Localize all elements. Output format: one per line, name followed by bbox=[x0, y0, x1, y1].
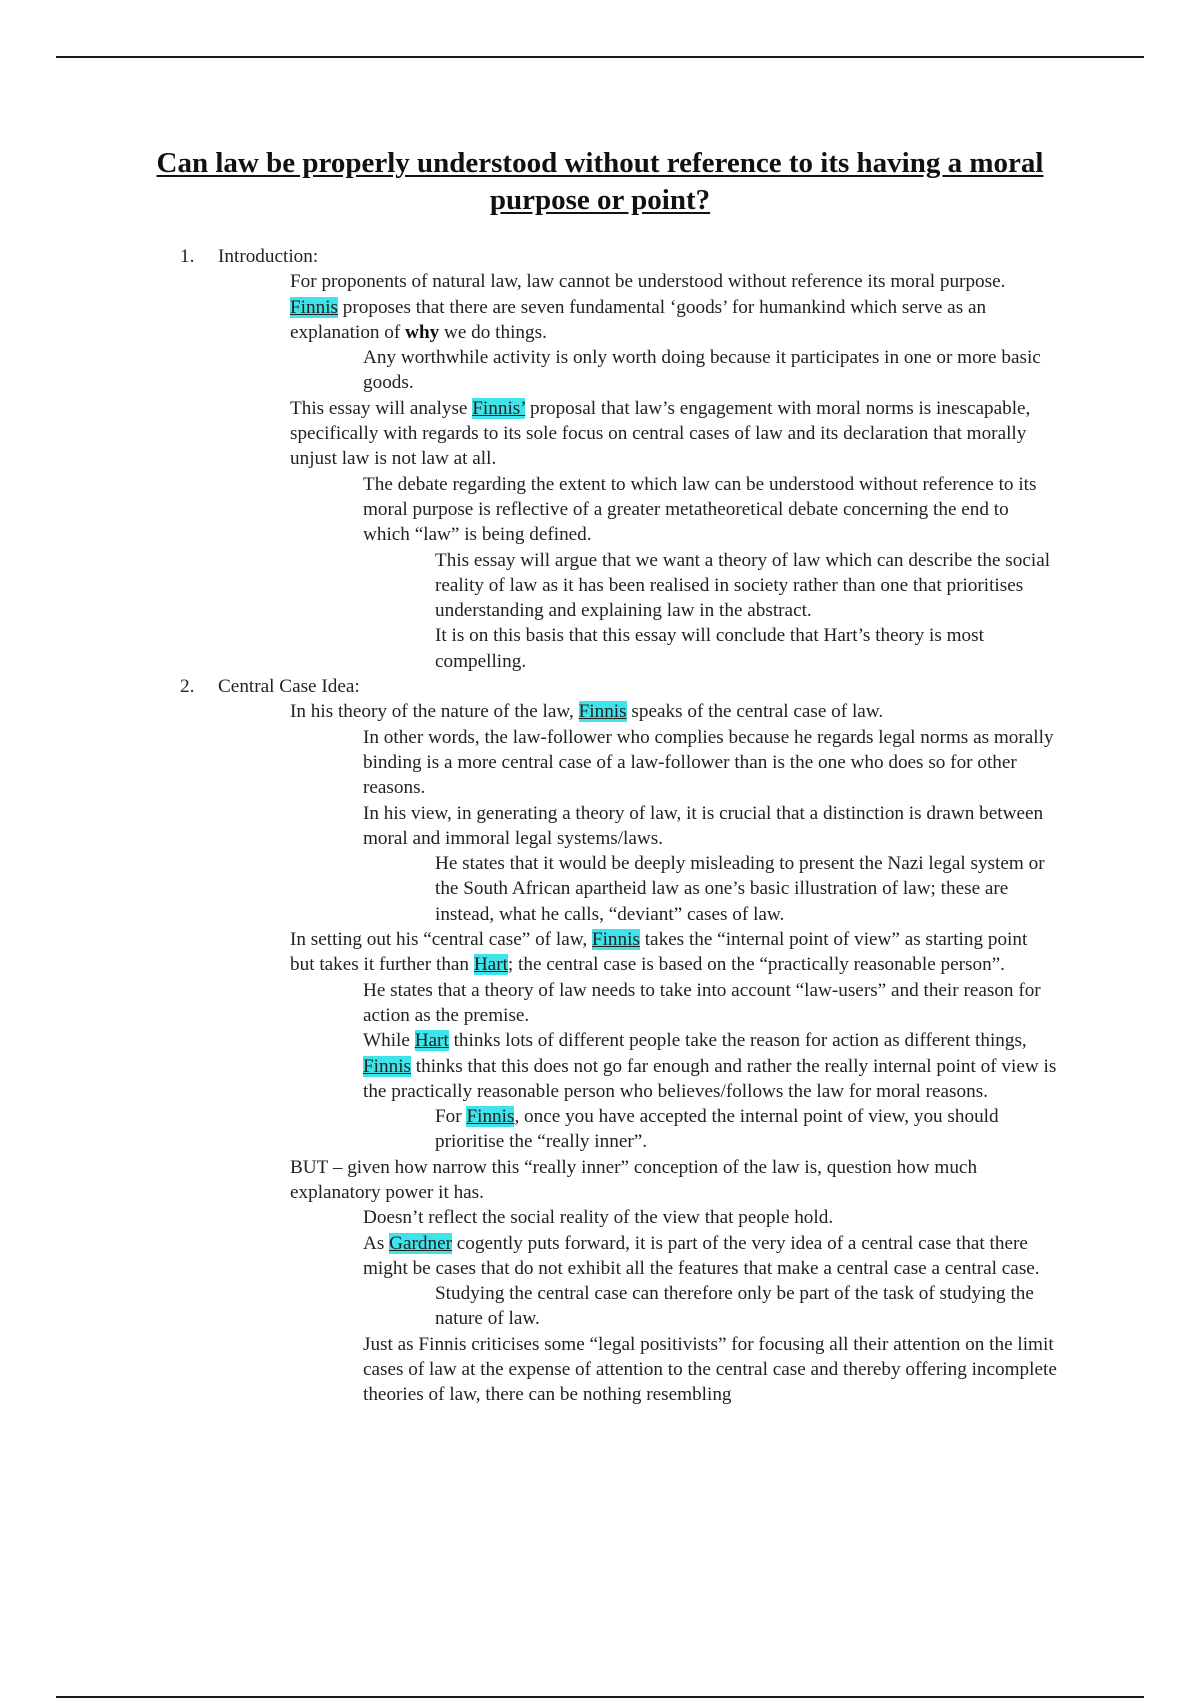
text-run: Doesn’t reflect the social reality of the view that people hold. bbox=[363, 1207, 834, 1229]
highlighted-name: Finnis bbox=[363, 1055, 411, 1077]
text-run: It is on this basis that this essay will conclude that Hart’s theory is most compelling. bbox=[435, 625, 984, 672]
text-run: In other words, the law-follower who complies because he regards legal norms as morally binding is a more central case of a law-follower than is the one who does so for other reasons. bbox=[363, 726, 1054, 799]
footer-rule bbox=[56, 1696, 1144, 1698]
highlighted-name: Hart bbox=[414, 1030, 449, 1052]
text-run: Any worthwhile activity is only worth doing because it participates in one or more basic goods. bbox=[363, 347, 1041, 394]
bold-text: why bbox=[405, 321, 440, 343]
header-rule bbox=[56, 56, 1144, 58]
paragraph-level-1 bbox=[290, 269, 1050, 294]
text-run: He states that a theory of law needs to take into account “law-users” and their reason for action as the premise. bbox=[363, 979, 1041, 1026]
text-run: proposes that there are seven fundamental ‘goods’ for humankind which serve as an explanation of bbox=[290, 296, 987, 343]
paragraph-level-2 bbox=[363, 345, 1060, 396]
section-heading-text: Central Case Idea: bbox=[218, 676, 360, 698]
highlighted-name: Finnis’ bbox=[472, 397, 526, 419]
section-number: 1. bbox=[180, 246, 195, 267]
section-heading bbox=[0, 244, 1200, 269]
section-heading bbox=[0, 674, 1200, 699]
paragraph-level-2 bbox=[363, 725, 1060, 801]
text-run: thinks lots of different people take the reason for action as different things, bbox=[448, 1030, 1027, 1052]
paragraph-level-2 bbox=[363, 1205, 1060, 1230]
text-run: In his theory of the nature of the law, bbox=[290, 701, 579, 723]
text-run: As bbox=[363, 1232, 390, 1254]
highlighted-name: Finnis bbox=[578, 701, 627, 723]
paragraph-level-1 bbox=[290, 699, 1050, 724]
paragraph-level-3 bbox=[435, 623, 1060, 674]
section-heading-text: Introduction: bbox=[218, 246, 319, 267]
text-run: cogently puts forward, it is part of the very idea of a central case that there might be cases that do not exhibit all the features that make a central case a central case. bbox=[363, 1232, 1040, 1279]
text-run: thinks that this does not go far enough and rather the really internal point of view is the practically reasonable person who believes/follows the law for moral reasons. bbox=[363, 1055, 1057, 1102]
text-run: In setting out his “central case” of law, bbox=[290, 929, 592, 951]
document-body bbox=[0, 244, 1200, 1408]
section-number: 2. bbox=[180, 676, 195, 698]
text-run: proposal that law’s engagement with moral norms is inescapable, specifically with regards to its sole focus on central cases of law and its declaration that morally unjust law is not law at all. bbox=[290, 397, 1031, 470]
text-run: While bbox=[363, 1030, 415, 1052]
text-run: For bbox=[435, 1106, 467, 1128]
document-title: Can law be properly understood without reference to its having a moral purpose or point? bbox=[156, 147, 1044, 216]
highlighted-name: Finnis bbox=[290, 296, 338, 318]
text-run: takes the “internal point of view” as starting point but takes it further than bbox=[290, 929, 1028, 976]
text-run: For proponents of natural law, law cannot be understood without reference its moral purpose. bbox=[290, 271, 1006, 293]
text-run: , once you have accepted the internal point of view, you should prioritise the “really inner”. bbox=[435, 1106, 999, 1153]
text-run: BUT – given how narrow this “really inner” conception of the law is, question how much explanatory power it has. bbox=[290, 1156, 978, 1203]
paragraph-level-3 bbox=[435, 1104, 1060, 1155]
text-run: speaks of the central case of law. bbox=[626, 701, 884, 723]
text-run: The debate regarding the extent to which law can be understood without reference to its moral purpose is reflective of a greater metatheoretical debate concerning the end to which “law” is being defined. bbox=[363, 473, 1037, 546]
text-run: In his view, in generating a theory of law, it is crucial that a distinction is drawn between moral and immoral legal systems/laws. bbox=[363, 802, 1044, 849]
paragraph-level-1 bbox=[290, 396, 1050, 472]
paragraph-level-2 bbox=[363, 801, 1060, 852]
text-run: Studying the central case can therefore only be part of the task of studying the nature of law. bbox=[435, 1283, 1034, 1330]
text-run: ; the central case is based on the “practically reasonable person”. bbox=[507, 954, 1005, 976]
text-run: Just as Finnis criticises some “legal positivists” for focusing all their attention on the limit cases of law at the expense of attention to the central case and thereby offering incomplete theories of law, there can be nothing resembling bbox=[363, 1333, 1057, 1406]
paragraph-level-2 bbox=[363, 1332, 1060, 1408]
highlighted-name: Finnis bbox=[466, 1106, 515, 1128]
highlighted-name: Gardner bbox=[389, 1232, 452, 1254]
highlighted-name: Finnis bbox=[591, 929, 640, 951]
paragraph-level-3 bbox=[435, 1281, 1060, 1332]
text-run: we do things. bbox=[439, 321, 547, 343]
paragraph-level-2 bbox=[363, 472, 1060, 548]
paragraph-level-2 bbox=[363, 1231, 1060, 1282]
paragraph-level-1 bbox=[290, 1155, 1050, 1206]
text-run: This essay will analyse bbox=[290, 397, 473, 419]
paragraph-level-2 bbox=[363, 978, 1060, 1029]
text-run: He states that it would be deeply misleading to present the Nazi legal system or the South African apartheid law as one’s basic illustration of law; these are instead, what he calls, “deviant” cases of law. bbox=[435, 853, 1045, 925]
paragraph-level-3 bbox=[435, 851, 1060, 927]
paragraph-level-1 bbox=[290, 295, 1050, 346]
paragraph-level-3 bbox=[435, 548, 1060, 624]
text-run: This essay will argue that we want a theory of law which can describe the social reality of law as it has been realised in society rather than one that prioritises understanding and explaining law in the abstract. bbox=[435, 549, 1051, 622]
paragraph-level-2 bbox=[363, 1028, 1060, 1104]
paragraph-level-1 bbox=[290, 927, 1050, 978]
highlighted-name: Hart bbox=[473, 954, 508, 976]
